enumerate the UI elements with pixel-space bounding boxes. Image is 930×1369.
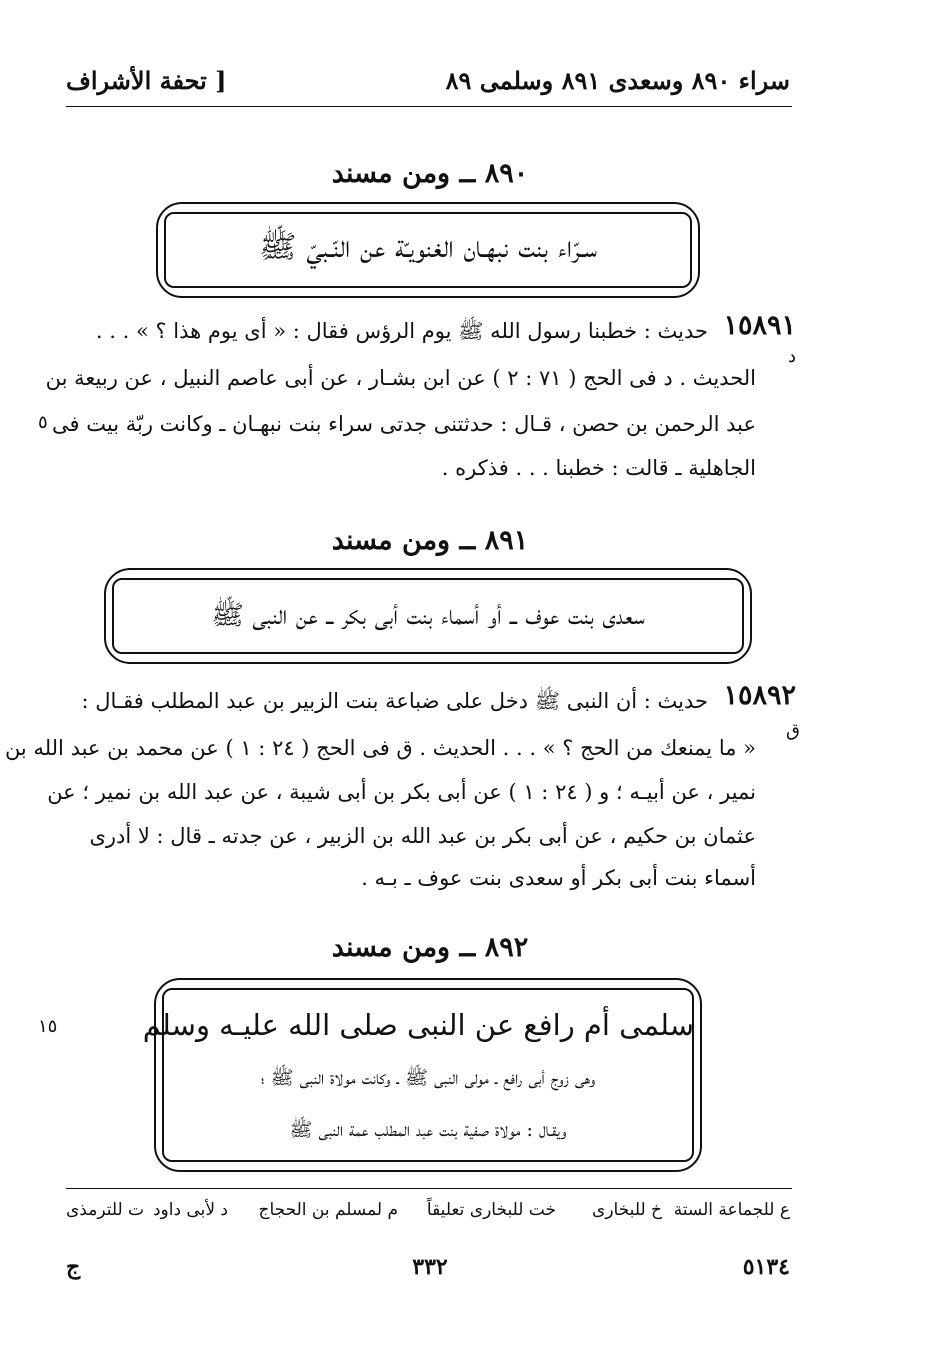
section-title-892: ٨٩٢ ــ ومن مسند: [331, 932, 529, 963]
legend-item-5: د لأبى داود: [152, 1200, 228, 1220]
section-title-891: ٨٩١ ــ ومن مسند: [331, 525, 529, 556]
footer-rule: [66, 1188, 792, 1189]
hadith-line-15892-2: « ما يمنعك من الحج ؟ » . . . الحديث . ق فى الحج ( ٢٤ : ١ ) عن محمد بن عبد الله بن: [4, 736, 756, 760]
margin-letter-15892: ق: [786, 720, 800, 741]
footer-mark: ج: [66, 1254, 81, 1280]
page-number: ٣٣٢: [412, 1254, 448, 1280]
section-name-890: سـرّاء بنت نبهـان الغنويـّة عن النّـبيّ ﷺ: [259, 229, 597, 265]
legend-item-6: ت للترمذى: [66, 1200, 145, 1220]
hadith-line-15891-3: عبد الرحمن بن حصن ، قـال : حدثتنى جدتى سراء بنت نبهـان ـ وكانت ربّة بيت فى: [52, 412, 756, 436]
hadith-line-15891-1: حديث : خطبنا رسول الله ﷺ يوم الرؤس فقال : « أى يوم هذا ؟ » . . .: [95, 319, 708, 343]
hadith-number-15892: ١٥٨٩٢: [723, 680, 796, 711]
section-note-892-1: وهى زوج أبى رافع ـ مولى النبى ﷺ ـ وكانت مولاة النبى ﷺ ؛: [260, 1067, 596, 1089]
side-note-5: ٥: [38, 412, 48, 433]
hadith-line-15892-5: أسماء بنت أبى بكر أو سعدى بنت عوف ـ بـه .: [361, 866, 756, 890]
running-head-right: سراء ٨٩٠ وسعدى ٨٩١ وسلمى ٨٩: [445, 66, 790, 95]
legend-item-4: م لمسلم بن الحجاج: [258, 1200, 398, 1220]
hadith-line-15892-1: حديث : أن النبى ﷺ دخل على ضباعة بنت الزبير بن عبد المطلب فقـال :: [81, 689, 708, 713]
section-name-891: سعدى بنت عوف ــ أو أسماء بنت أبى بكر ــ عن النبى ﷺ: [211, 600, 645, 631]
legend-item-1: ع للجماعة الستة: [673, 1200, 790, 1220]
legend-item-2: خ للبخارى: [592, 1200, 662, 1220]
footer-right-number: ٥١٣٤: [742, 1254, 790, 1280]
side-note-15: ١٥: [38, 1016, 58, 1037]
margin-letter-15891: د: [788, 346, 797, 367]
hadith-line-15891-2: الحديث . د فى الحج ( ٧١ : ٢ ) عن ابن بشـار ، عن أبى عاصم النبيل ، عن ربيعة بن: [45, 366, 756, 390]
header-rule: [66, 106, 792, 107]
running-head-left: [ تحفة الأشراف: [66, 66, 227, 95]
legend-item-3: خت للبخارى تعليقاً: [426, 1200, 556, 1220]
section-name-892: سلمى أم رافع عن النبى صلى الله عليـه وسلم: [142, 1008, 694, 1042]
hadith-line-15891-4: الجاهلية ـ قالت : خطبنا . . . فذكره .: [441, 456, 756, 480]
hadith-line-15892-4: عثمان بن حكيم ، عن أبى بكر بن عبد الله بن الزبير ، عن جدته ـ قال : لا أدرى: [89, 824, 756, 848]
hadith-number-15891: ١٥٨٩١: [723, 310, 796, 341]
hadith-line-15892-3: نمير ، عن أبيـه ؛ و ( ٢٤ : ١ ) عن أبى بكر بن أبى شيبة ، عن عبد الله بن نمير ؛ عن: [47, 780, 756, 804]
section-title-890: ٨٩٠ ــ ومن مسند: [331, 158, 529, 189]
section-note-892-2: ويقـال : مولاة صفية بنت عبد المطلب عمة النبى ﷺ: [289, 1119, 567, 1141]
